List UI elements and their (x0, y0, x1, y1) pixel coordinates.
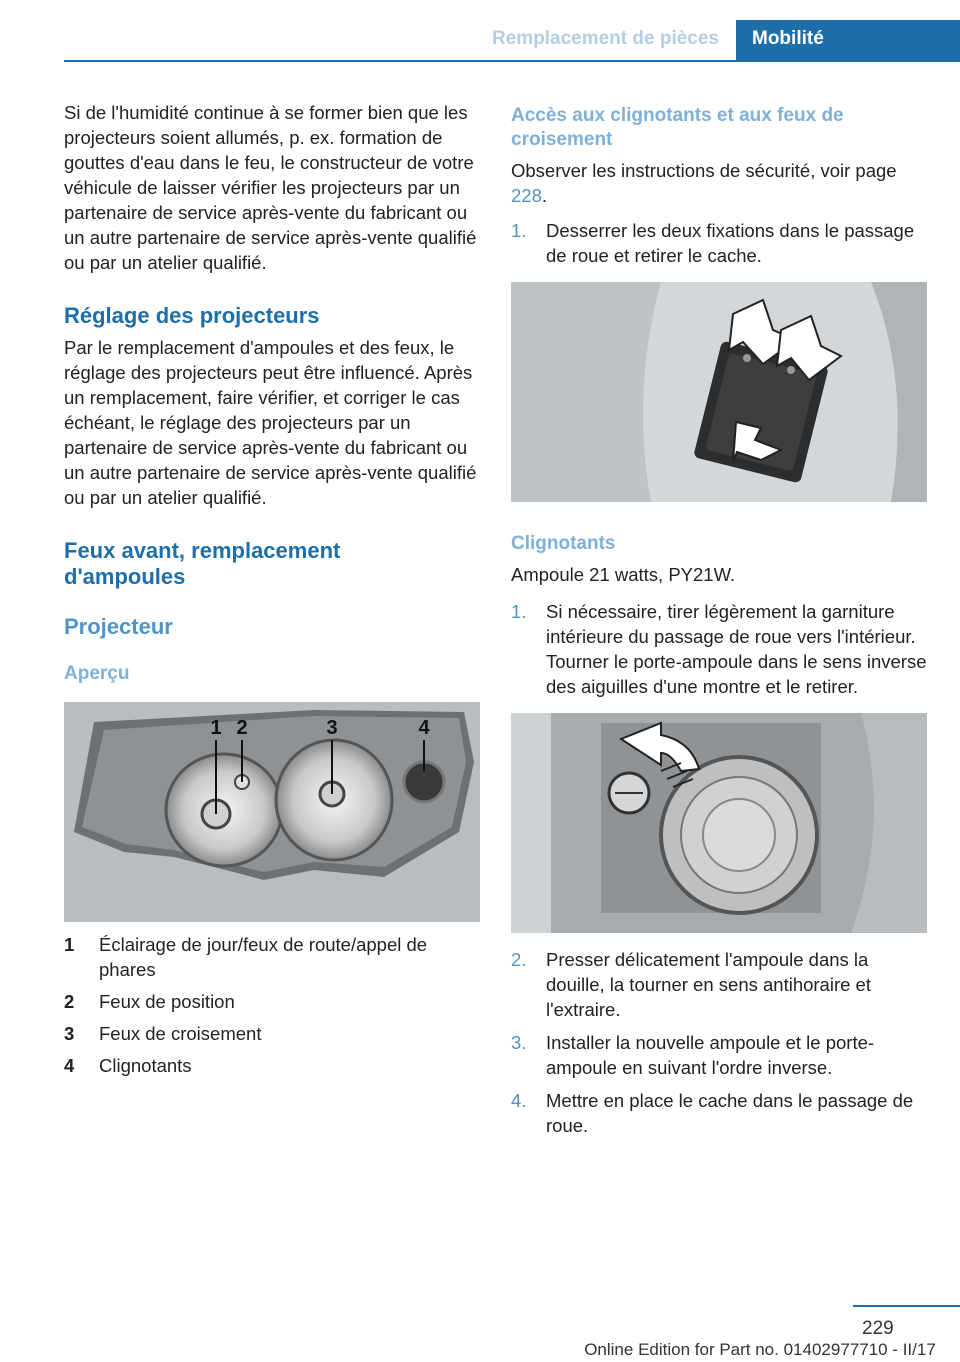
heading-acces: Accès aux clignotants et aux feux de croisement (511, 105, 844, 150)
callout-label-1: 1 (210, 717, 222, 739)
bulb-holder-photo (511, 713, 927, 933)
right-column (511, 104, 929, 1146)
page-number: 229 (862, 1318, 894, 1339)
header-rule (64, 60, 960, 62)
headlight-figure (64, 702, 482, 922)
headlight-legend (64, 932, 482, 1078)
heading-reglage: Réglage des projecteurs (64, 303, 320, 328)
legend-item: 1 Éclairage de jour/feux de route/appel de phares (64, 934, 428, 980)
page-link[interactable]: 228 (511, 185, 542, 206)
step-item: 3. Installer la nouvelle ampoule et le porte-ampoule en suivant l'ordre inverse. (511, 1032, 875, 1078)
acces-paragraph: Observer les instructions de sécurité, voir page 228. (511, 160, 897, 206)
wheel-arch-photo (511, 282, 927, 502)
legend-item: 2 Feux de position (64, 991, 235, 1012)
heading-apercu: Aperçu (64, 663, 130, 684)
ampoule-paragraph: Ampoule 21 watts, PY21W. (511, 564, 736, 585)
heading-feux-avant: Feux avant, remplacement d'ampoules (64, 538, 341, 589)
step-item: 2. Presser délicatement l'ampoule dans la douille, la tourner en sens antihoraire et l'extraire. (511, 949, 871, 1020)
wheel-arch-figure (511, 282, 929, 502)
step-item: 1. Desserrer les deux fixations dans le passage de roue et retirer le cache. (511, 220, 915, 266)
heading-clignotants: Clignotants (511, 533, 616, 554)
footer-rule (853, 1305, 960, 1307)
callout-label-4: 4 (418, 717, 430, 739)
header-section-title: Remplacement de pièces (491, 28, 719, 49)
reglage-paragraph: Par le remplacement d'ampoules et des feux, le réglage des projecteurs peut être influencé. Après un remplacement, faire vérifier, et corriger le cas échéant, le réglage des projecteurs par un partenaire de service après-vente du fabricant ou un autre partenaire de service après-vente qualifié ou par un atelier qualifié. (64, 337, 477, 508)
left-column (64, 100, 482, 1085)
edition-footer: Online Edition for Part no. 01402977710 - II/17 (584, 1340, 936, 1359)
header-chapter-tab: Mobilité (736, 20, 960, 62)
bulb-holder-figure (511, 713, 929, 933)
step-item: 4. Mettre en place le cache dans le passage de roue. (511, 1090, 914, 1136)
legend-item: 4 Clignotants (64, 1055, 192, 1076)
callout-label-2: 2 (236, 717, 248, 739)
clignotants-steps-a (511, 599, 929, 699)
callout-label-3: 3 (326, 717, 338, 739)
legend-item: 3 Feux de croisement (64, 1023, 262, 1044)
intro-paragraph: Si de l'humidité continue à se former bien que les projecteurs soient allumés, p. ex. formation de gouttes d'eau dans le feu, le constructeur de votre véhicule de laisser vérifier les projecteurs par un partenaire de service après-vente du fabricant ou un autre partenaire de service après-vente qualifié ou par un atelier qualifié. (64, 102, 477, 273)
clignotants-steps-b (511, 947, 929, 1138)
acces-steps (511, 218, 929, 268)
headlight-photo (64, 702, 480, 922)
step-item: 1. Si nécessaire, tirer légèrement la garniture intérieure du passage de roue vers l'intérieur. Tourner le porte-ampoule dans le sens inverse des aiguilles d'une montre et le retirer. (511, 601, 927, 697)
heading-projecteur: Projecteur (64, 614, 173, 639)
